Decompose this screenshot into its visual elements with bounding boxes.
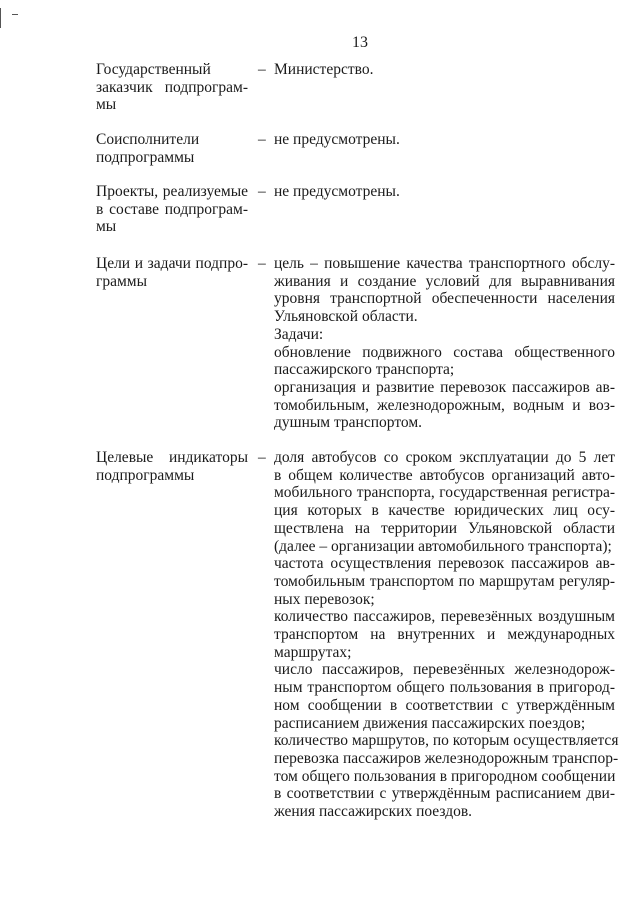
row-value-line: томобильным, железнодорожным, водным и воз-: [274, 396, 615, 414]
page-number: 13: [352, 34, 368, 51]
row-value-line: маршрутах;: [274, 643, 352, 661]
row-label: [96, 255, 248, 290]
row-label: [96, 449, 248, 484]
row-value-line: организация и развитие перевозок пассажиров ав-: [274, 378, 615, 396]
row-label: [96, 183, 248, 236]
row-value-line: душным транспортом.: [274, 414, 423, 432]
row-label-line: Целевые индикаторы: [96, 449, 248, 466]
row-value: [274, 61, 615, 79]
row-value-line: в общем количестве автобусов организаций авто-: [274, 466, 615, 484]
row-value-line: не предусмотрены.: [274, 131, 400, 148]
row-value: [274, 131, 615, 149]
row-value-line: пассажирского транспорта;: [274, 361, 455, 379]
row-value-line: не предусмотрены.: [274, 183, 400, 200]
row-label-line: Соисполнители: [96, 131, 200, 148]
row-value-line: доля автобусов со сроком эксплуатации до 5 лет: [274, 449, 615, 466]
row-value-line: ция которых в качестве юридических лиц осу-: [274, 502, 615, 520]
row-label-line: заказчик подпрограм-: [96, 78, 248, 96]
row-dash: –: [258, 183, 266, 200]
row-value: [274, 449, 619, 821]
row-value-line: Министерство.: [274, 61, 374, 78]
row-value-line: живания и создание условий для выравнивания: [274, 272, 615, 290]
row-value-line: ном сообщении в соответствии с утверждённым: [274, 696, 615, 714]
row-value-line: ществлена на территории Ульяновской области: [274, 519, 615, 537]
row-value-line: обновление подвижного состава общественного: [274, 343, 615, 361]
scan-mark: [12, 14, 18, 15]
row-value-line: Задачи:: [274, 325, 324, 343]
row-value-line: жения пассажирских поездов.: [274, 803, 473, 821]
row-label: [96, 61, 248, 114]
row-value-line: расписанием движения пассажирских поездов;: [274, 714, 586, 732]
row-dash: –: [258, 255, 266, 272]
row-value: [274, 183, 615, 201]
row-label-line: Государственный: [96, 61, 211, 78]
scan-mark: [0, 8, 1, 28]
row-value-line: цель – повышение качества транспортного обслу-: [274, 255, 615, 272]
row-dash: –: [258, 131, 266, 148]
row-value-line: (далее – организации автомобильного транспорта);: [274, 537, 612, 555]
row-value: [274, 255, 615, 432]
row-value-line: перевозка пассажиров железнодорожным транспор-: [274, 749, 619, 767]
row-value-line: ным транспортом общего пользования в пригород-: [274, 679, 615, 697]
row-label: [96, 131, 248, 166]
row-label-line: мы: [96, 96, 117, 114]
row-value-line: число пассажиров, перевезённых железнодорож-: [274, 661, 615, 679]
row-value-line: уровня транспортной обеспеченности населения: [274, 290, 615, 308]
row-value-line: в соответствии с утверждённым расписанием дви-: [274, 785, 615, 803]
row-value-line: количество маршрутов, по которым осуществляется: [274, 732, 619, 750]
row-value-line: ных перевозок;: [274, 590, 375, 608]
row-label-line: мы: [96, 218, 117, 236]
row-value-line: том общего пользования в пригородном сообщении: [274, 767, 616, 785]
row-value-line: количество пассажиров, перевезённых воздушным: [274, 608, 615, 626]
row-label-line: Цели и задачи подпро-: [96, 255, 248, 272]
row-label-line: граммы: [96, 272, 148, 290]
row-value-line: частота осуществления перевозок пассажиров ав-: [274, 555, 615, 573]
row-value-line: Ульяновской области.: [274, 308, 418, 326]
row-value-line: мобильного транспорта, государственная регистра-: [274, 484, 615, 502]
row-dash: –: [258, 61, 266, 78]
row-value-line: томобильным транспортом по маршрутам регуляр-: [274, 572, 615, 590]
row-label-line: подпрограммы: [96, 466, 195, 484]
row-label-line: Проекты, реализуемые: [96, 183, 248, 200]
row-value-line: транспортом на внутренних и международных: [274, 626, 615, 644]
row-label-line: подпрограммы: [96, 148, 195, 166]
row-label-line: в составе подпрограм-: [96, 200, 248, 218]
row-dash: –: [258, 449, 266, 466]
